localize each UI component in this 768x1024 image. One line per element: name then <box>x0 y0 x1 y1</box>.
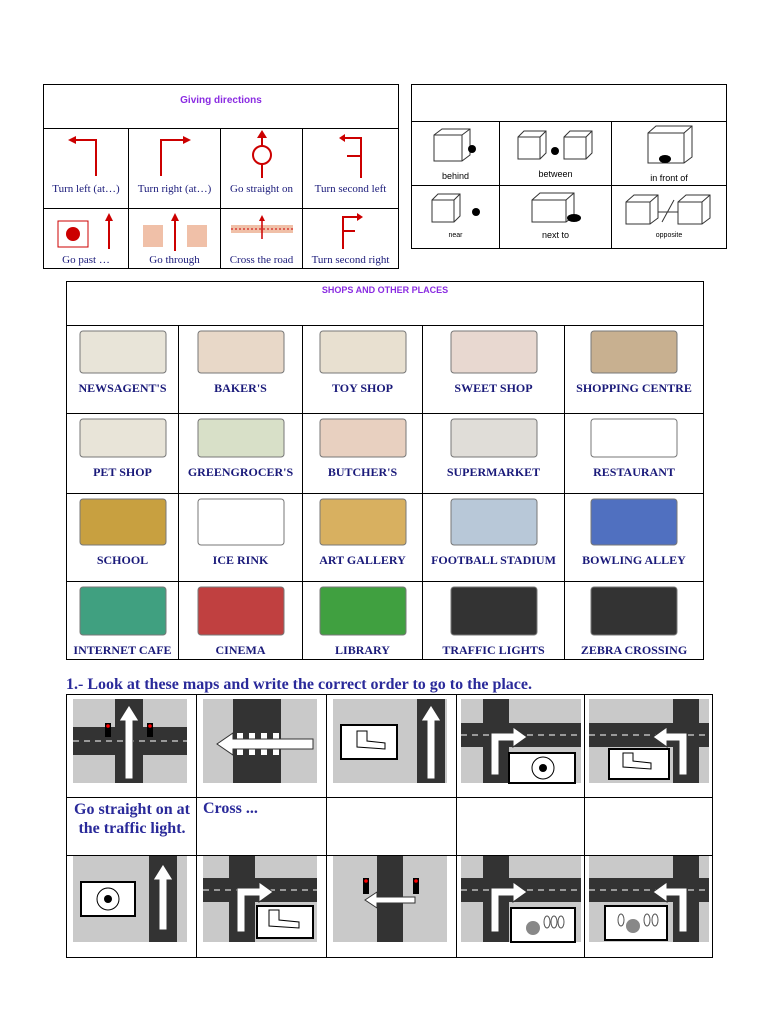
map-zebra-crossing-left <box>197 695 327 798</box>
exercise-table <box>66 694 713 958</box>
shop-cell <box>67 413 179 493</box>
preposition-label: between <box>538 169 573 179</box>
shop-label: SCHOOL <box>96 553 149 567</box>
direction-cell <box>129 209 221 268</box>
bowling-alley-icon <box>565 493 703 553</box>
go-past-icon <box>44 209 129 253</box>
preposition-label: in front of <box>650 173 688 183</box>
answer-cell[interactable] <box>457 798 585 856</box>
preposition-cell <box>500 121 612 186</box>
answer-text: Go straight on at the traffic light. <box>74 801 190 837</box>
map-cell <box>457 695 585 798</box>
shop-cell <box>67 581 179 659</box>
football-stadium-icon <box>423 493 565 553</box>
map-cell <box>585 695 712 798</box>
direction-cell <box>129 128 221 209</box>
answer-cell[interactable] <box>67 798 197 856</box>
shop-label: ZEBRA CROSSING <box>580 643 688 657</box>
shop-label: BAKER'S <box>214 381 267 395</box>
shop-label: GREENGROCER'S <box>187 465 294 479</box>
direction-cell <box>303 128 398 209</box>
map-ice-rink-straight <box>327 695 457 798</box>
map-bowling-turn-right <box>457 856 585 957</box>
shop-label: FOOTBALL STADIUM <box>431 553 556 567</box>
map-ice-rink-turn-right <box>197 856 327 957</box>
traffic-lights-icon <box>423 581 565 643</box>
go-straight-icon <box>221 128 303 183</box>
shop-label: ICE RINK <box>212 553 269 567</box>
shop-label: BOWLING ALLEY <box>582 553 686 567</box>
shop-cell <box>179 325 303 413</box>
direction-cell <box>44 128 129 209</box>
map-football-turn-right <box>457 695 585 798</box>
preposition-cell <box>412 186 500 248</box>
exercise-title: 1.- Look at these maps and write the correct order to go to the place. <box>66 676 532 693</box>
shops-row <box>67 493 703 582</box>
answer-cell[interactable] <box>197 798 327 856</box>
cross-road-icon <box>221 209 303 253</box>
direction-cell <box>44 209 129 268</box>
shops-row <box>67 325 703 414</box>
shop-cell <box>565 413 703 493</box>
shop-cell <box>179 413 303 493</box>
newsagents-icon <box>67 325 179 381</box>
shop-label: TOY SHOP <box>331 381 393 395</box>
internet-cafe-icon <box>67 581 179 643</box>
direction-label: Turn second right <box>311 254 390 266</box>
shop-label: INTERNET CAFE <box>73 643 172 657</box>
map-cell <box>197 695 327 798</box>
ice-rink-icon <box>179 493 303 553</box>
shop-label: LIBRARY <box>335 643 390 657</box>
map-traffic-lights-straight <box>67 695 197 798</box>
shop-label: SWEET SHOP <box>454 381 533 395</box>
shop-label: NEWSAGENT'S <box>78 381 167 395</box>
box-next-to-icon <box>500 186 612 232</box>
turn-right-icon <box>129 128 221 183</box>
school-icon <box>67 493 179 553</box>
shop-cell <box>565 325 703 413</box>
prepositions-table <box>411 84 727 249</box>
map-ice-rink-turn-left <box>585 695 712 798</box>
shop-label: BUTCHER'S <box>327 465 398 479</box>
preposition-label: behind <box>441 171 470 181</box>
shop-cell <box>423 581 565 659</box>
shop-cell <box>423 413 565 493</box>
shop-label: SUPERMARKET <box>446 465 541 479</box>
map-football-straight <box>67 856 197 957</box>
box-near-icon <box>412 186 500 232</box>
shop-cell <box>67 325 179 413</box>
greengrocers-icon <box>179 413 303 465</box>
map-cell <box>327 856 457 957</box>
box-between-icon <box>500 121 612 171</box>
preposition-cell <box>412 121 500 186</box>
shop-cell <box>303 325 423 413</box>
map-cell <box>327 695 457 798</box>
preposition-label: next to <box>541 230 570 240</box>
shop-label: ART GALLERY <box>319 553 406 567</box>
shop-label: PET SHOP <box>93 465 152 479</box>
butchers-icon <box>303 413 423 465</box>
shop-label: TRAFFIC LIGHTS <box>442 643 545 657</box>
shops-row <box>67 413 703 494</box>
shop-label: RESTAURANT <box>593 465 675 479</box>
turn-second-left-icon <box>303 128 398 183</box>
art-gallery-icon <box>303 493 423 553</box>
box-opposite-icon <box>612 186 726 234</box>
answer-text: Cross ... <box>203 800 258 817</box>
direction-label: Turn right (at…) <box>137 183 212 195</box>
go-through-icon <box>129 209 221 253</box>
shop-cell <box>423 493 565 581</box>
shop-cell <box>303 581 423 659</box>
shops-title: SHOPS AND OTHER PLACES <box>67 282 703 326</box>
direction-label: Turn left (at…) <box>52 183 120 195</box>
direction-label: Go past … <box>62 254 110 266</box>
cinema-icon <box>179 581 303 643</box>
shops-row <box>67 581 703 659</box>
answer-cell[interactable] <box>327 798 457 856</box>
shop-cell <box>67 493 179 581</box>
turn-second-right-icon <box>303 209 398 253</box>
map-cell <box>67 695 197 798</box>
box-behind-icon <box>412 121 500 171</box>
preposition-cell <box>612 186 726 248</box>
shops-table <box>66 281 704 660</box>
shop-cell <box>303 413 423 493</box>
shopping-centre-icon <box>565 325 703 381</box>
direction-label: Go through <box>149 254 200 266</box>
prepositions-header <box>412 85 726 122</box>
shop-cell <box>179 493 303 581</box>
map-traffic-lights-left <box>327 856 457 957</box>
restaurant-icon <box>565 413 703 465</box>
turn-left-icon <box>44 128 129 183</box>
map-cell <box>197 856 327 957</box>
direction-label: Cross the road <box>229 254 294 266</box>
sweet-shop-icon <box>423 325 565 381</box>
box-in-front-icon <box>612 121 726 173</box>
shop-cell <box>565 581 703 659</box>
direction-label: Turn second left <box>314 183 387 195</box>
supermarket-icon <box>423 413 565 465</box>
directions-table <box>43 84 399 269</box>
map-cell <box>67 856 197 957</box>
directions-title: Giving directions <box>44 85 398 129</box>
shop-label: SHOPPING CENTRE <box>576 381 692 395</box>
map-cell <box>457 856 585 957</box>
shop-cell <box>303 493 423 581</box>
direction-cell <box>221 209 303 268</box>
pet-shop-icon <box>67 413 179 465</box>
library-icon <box>303 581 423 643</box>
zebra-crossing-icon <box>565 581 703 643</box>
direction-cell <box>303 209 398 268</box>
shop-cell <box>179 581 303 659</box>
preposition-label: near <box>448 232 463 239</box>
map-bowling-turn-left <box>585 856 712 957</box>
preposition-label: opposite <box>655 232 683 239</box>
direction-label: Go straight on <box>230 183 293 195</box>
shop-label: CINEMA <box>215 643 266 657</box>
shop-cell <box>565 493 703 581</box>
preposition-cell <box>500 186 612 248</box>
preposition-cell <box>612 121 726 186</box>
direction-cell <box>221 128 303 209</box>
shop-cell <box>423 325 565 413</box>
answer-cell[interactable] <box>585 798 712 856</box>
bakers-icon <box>179 325 303 381</box>
map-cell <box>585 856 712 957</box>
toy-shop-icon <box>303 325 423 381</box>
